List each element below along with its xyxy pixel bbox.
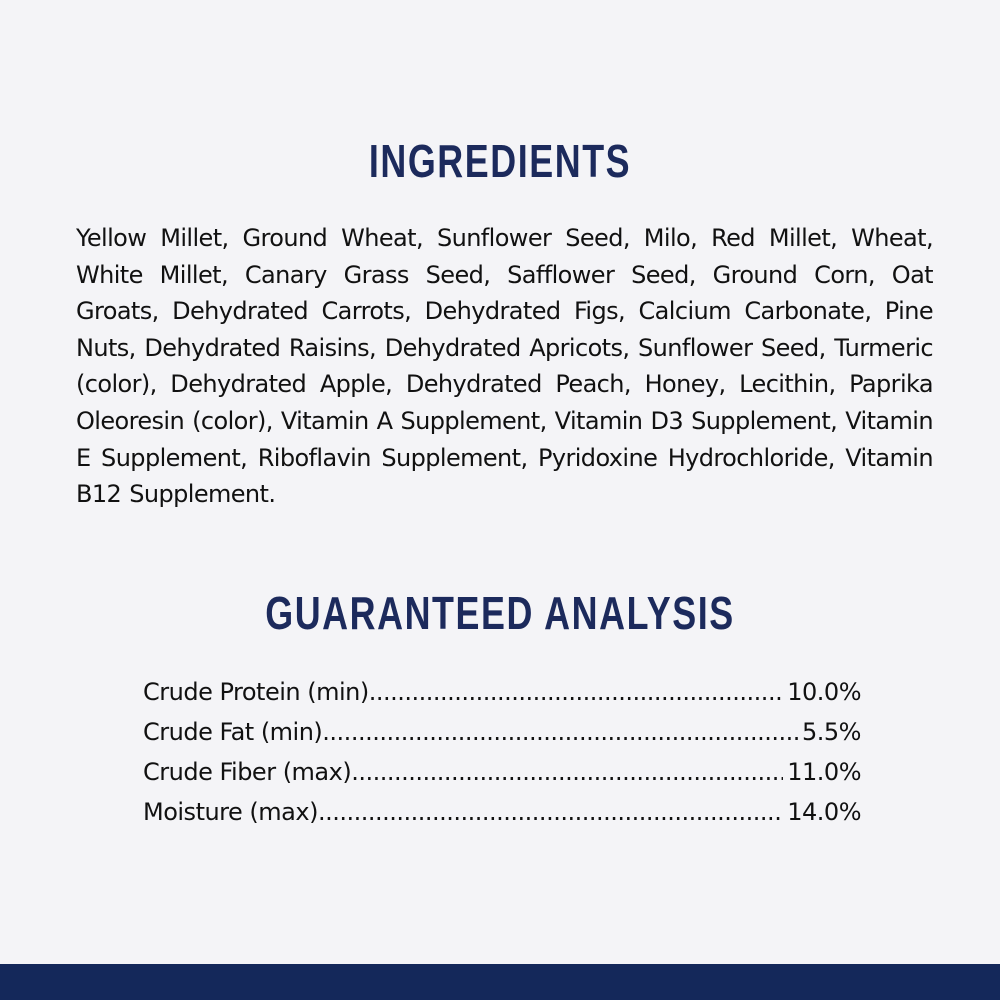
ingredients-list: Yellow Millet, Ground Wheat, Sunflower Seed, Milo, Red Millet, Wheat, White Millet, Canary Grass Seed, Safflower Seed, Ground Corn, Oat Groats, Dehydrated Carrots, Dehydrated Figs, Calcium Carbonate, Pine Nuts, Dehydrated Raisins, Dehydrated Apricots, Sunflower Seed, Turmeric (color), Dehydrated Apple, Dehydrated Peach, Honey, Lecithin, Paprika Oleoresin (color), Vitamin A Supplement, Vitamin D3 Supplement, Vitamin E Supplement, Riboflavin Supplement, Pyridoxine Hydrochloride, Vitamin B12 Supplement. [76,224,933,509]
analysis-label: Crude Protein (min) [143,678,369,706]
analysis-row-crude-fat [143,712,861,752]
analysis-value: 5.5% [802,718,861,746]
analysis-label: Crude Fat (min) [143,718,323,746]
guaranteed-analysis-table [143,672,861,832]
dot-leader [322,712,798,752]
analysis-label: Crude Fiber (max) [143,758,352,786]
analysis-value: 10.0% [787,678,861,706]
dot-leader [318,792,783,832]
dot-leader [369,672,784,712]
analysis-value: 11.0% [787,758,861,786]
guaranteed-analysis-heading: GUARANTEED ANALYSIS [265,587,735,639]
analysis-row-crude-protein [143,672,861,712]
analysis-row-crude-fiber [143,752,861,792]
ingredients-heading: INGREDIENTS [368,135,632,187]
analysis-value: 14.0% [787,798,861,826]
footer-bar [0,964,1000,1000]
dot-leader [351,752,783,792]
analysis-label: Moisture (max) [143,798,318,826]
analysis-row-moisture [143,792,861,832]
